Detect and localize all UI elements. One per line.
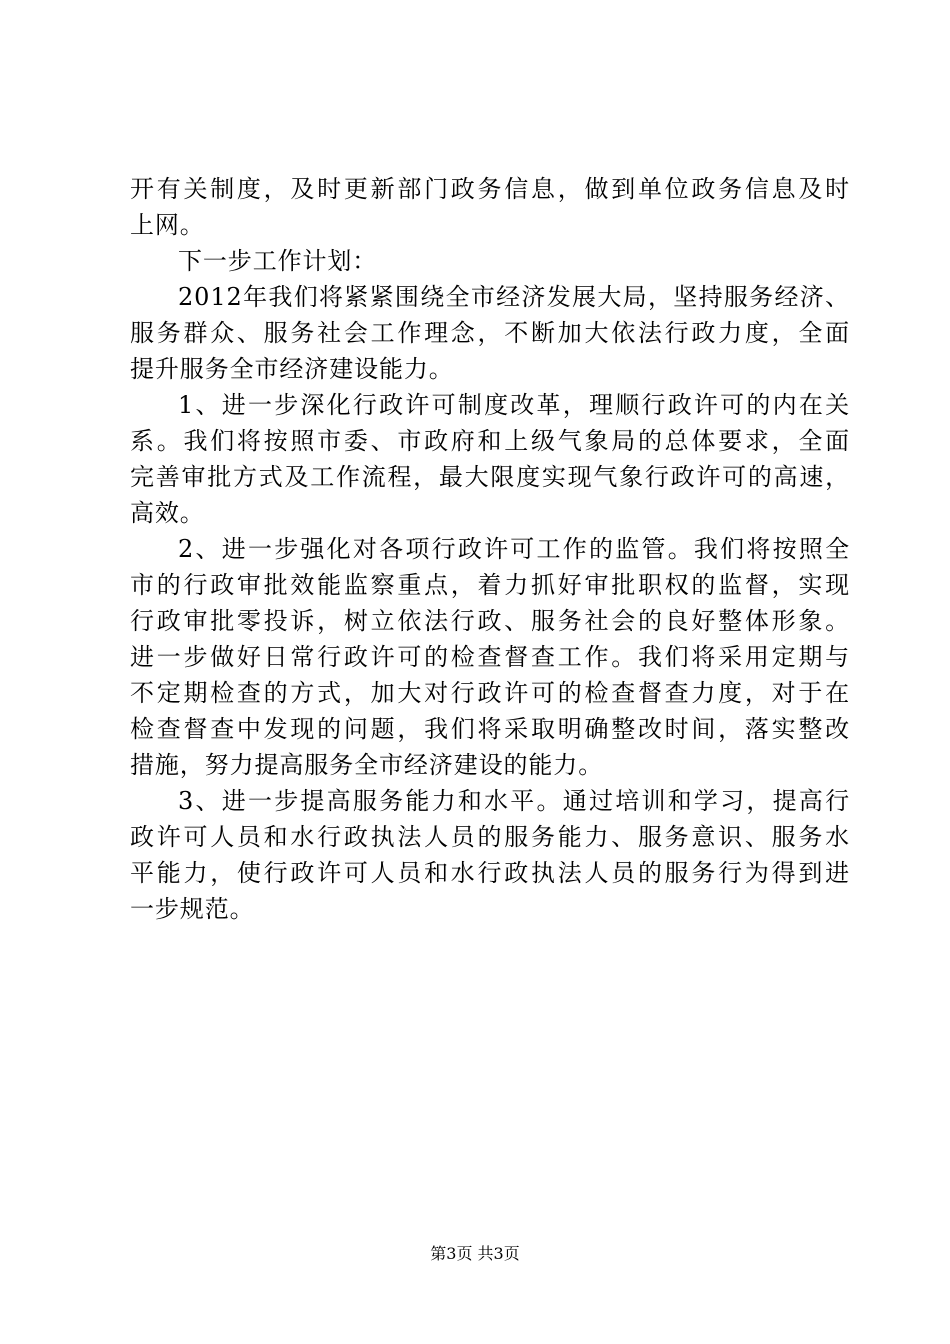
text-line: 不定期检查的方式，加大对行政许可的检查督查力度，对于在: [130, 679, 850, 707]
text-line: 系。我们将按照市委、市政府和上级气象局的总体要求，全面: [130, 427, 850, 455]
body-text: [130, 171, 850, 927]
text-line: 提升服务全市经济建设能力。: [130, 355, 454, 383]
text-line: 3、进一步提高服务能力和水平。通过培训和学习，提高行: [178, 787, 850, 815]
text-line: 上网。: [130, 211, 205, 239]
text-line: 市的行政审批效能监察重点，着力抓好审批职权的监督，实现: [130, 571, 850, 599]
text-line: 行政审批零投诉，树立依法行政、服务社会的良好整体形象。: [130, 607, 850, 635]
page-footer: 第3页 共3页: [430, 1244, 520, 1263]
text-line: 2、进一步强化对各项行政许可工作的监管。我们将按照全: [178, 535, 850, 563]
text-line: 高效。: [130, 499, 205, 527]
text-line: 开有关制度，及时更新部门政务信息，做到单位政务信息及时: [130, 175, 850, 203]
text-line: 政许可人员和水行政执法人员的服务能力、服务意识、服务水: [130, 823, 850, 851]
text-line: 一步规范。: [130, 895, 255, 923]
section-heading: 下一步工作计划：: [178, 247, 378, 275]
text-line: 措施，努力提高服务全市经济建设的能力。: [130, 751, 604, 779]
text-line: 检查督查中发现的问题，我们将采取明确整改时间，落实整改: [130, 715, 850, 743]
text-line: 服务群众、服务社会工作理念，不断加大依法行政力度，全面: [130, 319, 850, 347]
text-line: 进一步做好日常行政许可的检查督查工作。我们将采用定期与: [130, 643, 850, 671]
text-line: 2012年我们将紧紧围绕全市经济发展大局，坚持服务经济、: [178, 283, 850, 311]
text-line: 1、进一步深化行政许可制度改革，理顺行政许可的内在关: [178, 391, 850, 419]
text-line: 平能力，使行政许可人员和水行政执法人员的服务行为得到进: [130, 859, 850, 887]
text-line: 完善审批方式及工作流程，最大限度实现气象行政许可的高速，: [130, 463, 850, 491]
